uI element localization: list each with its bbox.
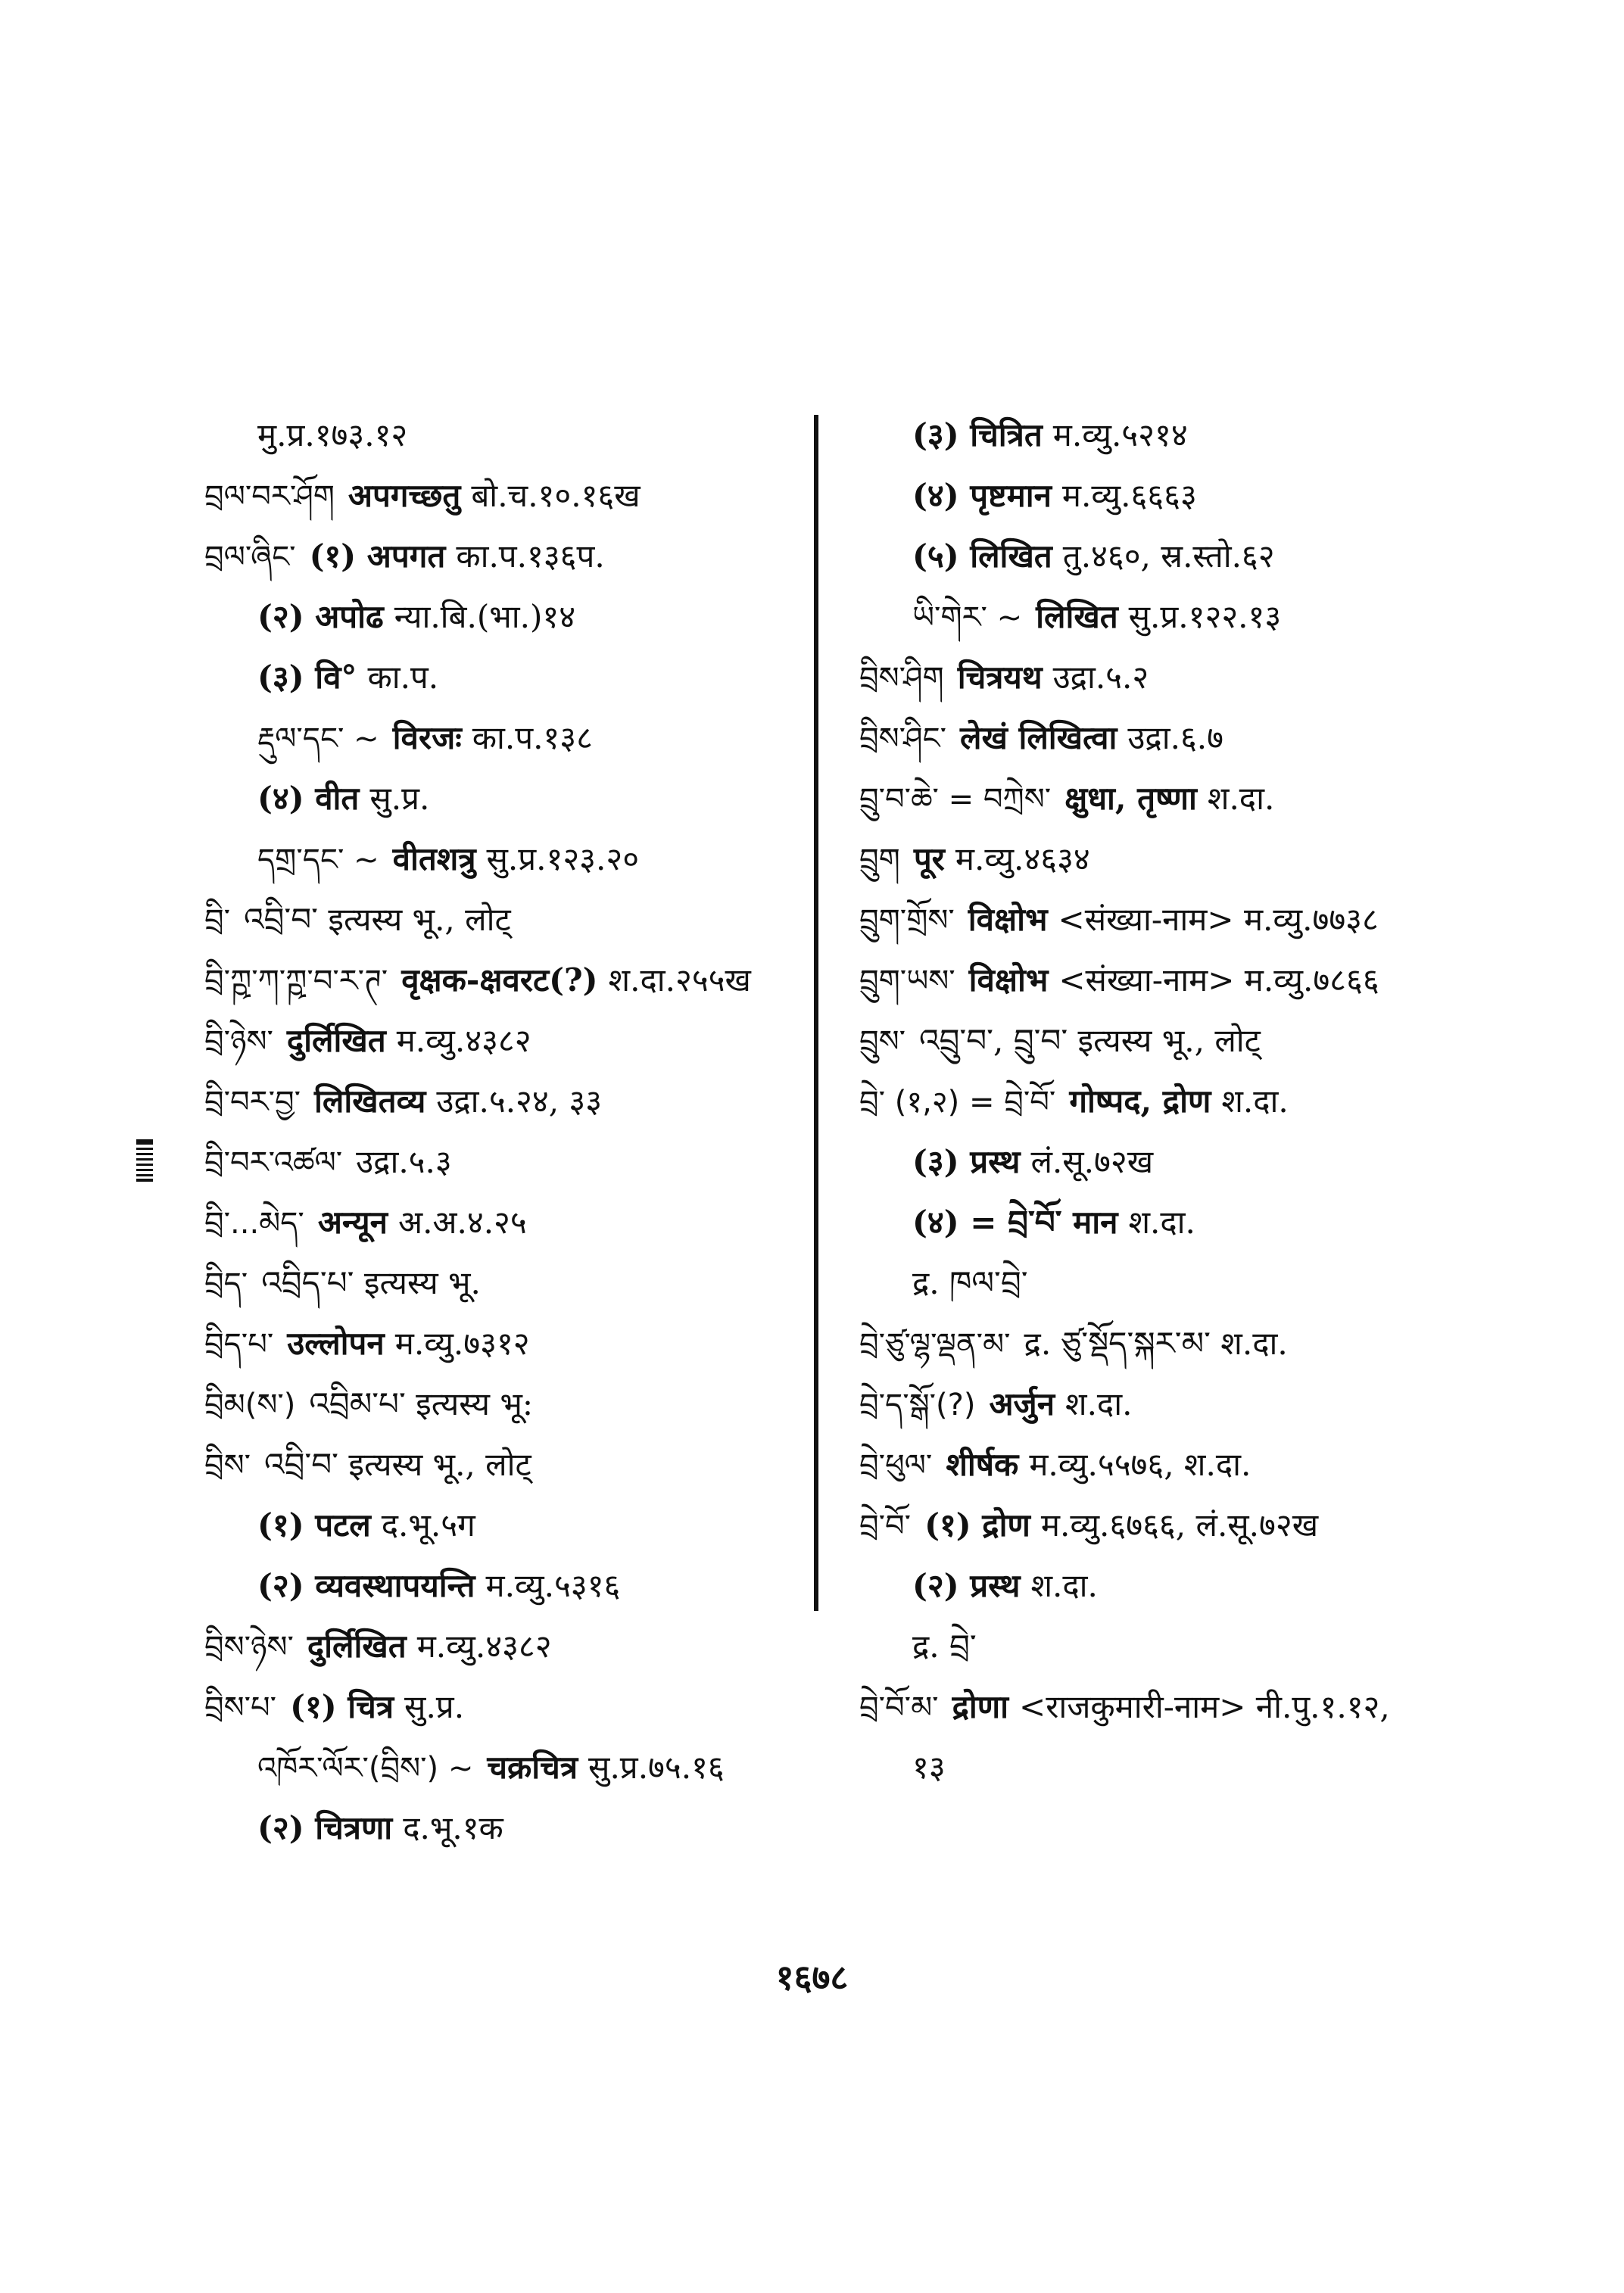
sanskrit-equivalent: विरजः	[392, 719, 462, 756]
sanskrit-equivalent: (४) पृष्टमान	[912, 477, 1052, 514]
reference: द.भू.५ग	[381, 1506, 475, 1544]
sanskrit-equivalent: (५) लिखित	[912, 537, 1052, 575]
sanskrit-equivalent: वीतशत्रु	[392, 840, 476, 877]
dictionary-entry	[859, 1677, 1480, 1737]
tibetan-headword: བྲི་ཀྵ་ཀ་ཀྵ་བ་ར་ཊ་	[204, 964, 388, 999]
dictionary-entry	[204, 708, 810, 768]
sanskrit-equivalent: (२) प्रस्थ	[912, 1567, 1021, 1604]
tibetan-headword: བྲལ་ཞིང་	[204, 540, 296, 575]
tibetan-headword: བྲུས་	[859, 1024, 906, 1059]
dictionary-entry	[859, 829, 1480, 889]
sanskrit-equivalent: (१) चित्र	[290, 1688, 394, 1725]
tibetan-headword: བྲུག་གྲོས་	[859, 903, 955, 938]
tibetan-headword: བྲིས་ཤིག	[859, 661, 944, 696]
tibetan-headword: བྲིས་ཤིང་	[859, 721, 946, 756]
sanskrit-equivalent: द्रोणा	[952, 1688, 1008, 1725]
sanskrit-equivalent: गोष्पद, द्रोण	[1069, 1083, 1211, 1120]
sanskrit-equivalent: उल्लोपन	[287, 1325, 385, 1362]
dictionary-entry	[859, 889, 1480, 950]
reference: म.व्यु.५३१६	[485, 1567, 621, 1604]
sanskrit-equivalent: पूर	[913, 840, 945, 877]
sanskrit-equivalent: अर्जुन	[989, 1385, 1055, 1422]
dictionary-entry	[204, 1071, 810, 1132]
dictionary-entry	[204, 587, 810, 647]
dictionary-entry	[859, 1616, 1480, 1677]
reference: सु.प्र.	[369, 780, 430, 817]
tibetan-headword: བྲེ་བོ་	[859, 1509, 912, 1544]
tibetan-headword: བྲེ་ད་སྒོ་(?)	[859, 1388, 976, 1422]
reference: འབྲིམ་པ་ इत्यस्य भू:	[309, 1385, 534, 1422]
reference: म.व्यु.४३८२	[396, 1022, 531, 1059]
tibetan-headword: བྲེ་ཙུ་ལྷ་ལྡན་མ་	[859, 1327, 1011, 1362]
left-column	[204, 405, 810, 1858]
sanskrit-equivalent: (२) अपोढ	[257, 598, 384, 635]
margin-mark-icon	[136, 1139, 153, 1182]
sanskrit-equivalent: शीर्षक	[946, 1446, 1019, 1483]
tibetan-headword: བྲེ་བོ་མ་	[859, 1690, 939, 1725]
dictionary-entry	[204, 647, 810, 708]
reference: म.व्यु.६७६६, लं.सू.७२ख	[1040, 1506, 1319, 1544]
reference: द्र. ཁལ་བྲེ་	[912, 1264, 1028, 1301]
reference: उद्रा.५.२	[1052, 659, 1149, 696]
column-divider	[814, 415, 818, 1611]
dictionary-entry	[859, 1132, 1480, 1192]
dictionary-entry	[204, 1616, 810, 1677]
sanskrit-equivalent: क्षुधा, तृष्णा	[1064, 780, 1197, 817]
dictionary-entry	[204, 889, 810, 950]
dictionary-entry	[859, 1192, 1480, 1253]
reference: अ.अ.४.२५	[397, 1204, 527, 1241]
reference: सु.प्र.१२२.१३	[1128, 598, 1282, 635]
dictionary-entry	[204, 1737, 810, 1798]
dictionary-entry	[204, 1435, 810, 1495]
reference: श.दा.	[1128, 1204, 1195, 1241]
sanskrit-equivalent: चित्रयथ	[957, 659, 1043, 696]
dictionary-entry	[204, 1677, 810, 1737]
tibetan-headword: བྲིད་པ་	[204, 1327, 274, 1362]
reference: सु.प्र.१२३.२०	[486, 840, 640, 877]
tibetan-headword: བྲུ་བ་ཆེ་ = བཀྲེས་	[859, 782, 1052, 817]
reference: <संख्या-नाम> म.व्यु.७७३८	[1058, 901, 1379, 938]
dictionary-entry	[859, 466, 1480, 526]
dictionary-entry	[204, 1253, 810, 1313]
dictionary-entry	[204, 405, 810, 466]
reference: म.व्यु.७३१२	[394, 1325, 530, 1362]
right-column	[859, 405, 1480, 1798]
sanskrit-equivalent: लिखितव्य	[314, 1083, 426, 1120]
dictionary-entry	[859, 1071, 1480, 1132]
tibetan-headword: བྲལ་བར་ཤོག	[204, 479, 335, 514]
reference: श.दा.	[1221, 1083, 1289, 1120]
dictionary-entry	[859, 647, 1480, 708]
reference: म.व्यु.५५७६, श.दा.	[1029, 1446, 1252, 1483]
tibetan-headword: བྲིས་ཉེས་	[204, 1630, 294, 1665]
reference: म.व्यु.५२१४	[1052, 416, 1188, 453]
reference: द्र. ཙུ་སྡོད་སྐར་མ་ श.दा.	[1024, 1325, 1288, 1362]
tibetan-headword: འཁོར་ལོར་(བྲིས་) ~	[257, 1751, 474, 1786]
dictionary-entry	[859, 1313, 1480, 1374]
sanskrit-equivalent: दुर्लिखित	[307, 1628, 407, 1665]
reference: श.दा.	[1207, 780, 1275, 817]
dictionary-entry	[859, 1253, 1480, 1313]
dictionary-entry	[859, 1435, 1480, 1495]
tibetan-headword: ཡི་གེར་ ~	[912, 600, 1023, 635]
dictionary-entry	[204, 1798, 810, 1858]
dictionary-entry	[859, 1011, 1480, 1071]
reference: श.दा.	[1065, 1385, 1133, 1422]
dictionary-entry	[859, 950, 1480, 1011]
dictionary-entry	[204, 1132, 810, 1192]
dictionary-entry	[204, 950, 810, 1011]
reference: श.दा.२५५ख	[608, 961, 751, 999]
reference: म.व्यु.६६६३	[1061, 477, 1197, 514]
tibetan-headword: བྲི་	[204, 903, 231, 938]
tibetan-headword: བྲི་བར་བྱ་	[204, 1085, 301, 1120]
sanskrit-equivalent: चक्रचित्र	[487, 1749, 578, 1786]
tibetan-headword: བྲིད་	[204, 1266, 248, 1301]
tibetan-headword: བྲེ་ (१,२) = བྲེ་བོ་	[859, 1085, 1056, 1120]
tibetan-headword: བྲི་...མེད་	[204, 1206, 304, 1241]
dictionary-entry	[204, 1495, 810, 1556]
sanskrit-equivalent: विक्षोभ	[968, 901, 1048, 938]
sanskrit-equivalent: (४) वीत	[257, 780, 360, 817]
sanskrit-equivalent: (१) अपगत	[309, 537, 446, 575]
dictionary-entry	[859, 1556, 1480, 1616]
reference: उद्रा.६.७	[1127, 719, 1223, 756]
reference: འབྲིད་པ་ इत्यस्य भू.	[261, 1264, 481, 1301]
dictionary-entry	[204, 1556, 810, 1616]
tibetan-headword: བྲུག	[859, 843, 900, 877]
dictionary-entry	[204, 1192, 810, 1253]
dictionary-entry	[859, 405, 1480, 466]
sanskrit-equivalent: (३) चित्रित	[912, 416, 1043, 453]
tibetan-headword: བྲིམ(ས་)	[204, 1388, 296, 1422]
dictionary-entry	[859, 526, 1480, 587]
reference: འབྲི་བ་ इत्यस्य भू., लोट्	[244, 901, 511, 938]
tibetan-headword: བྲི་བར་འཚལ་	[204, 1145, 343, 1180]
tibetan-headword: བྲི་ཉེས་	[204, 1024, 273, 1059]
tibetan-headword: དགྲ་དང་ ~	[257, 843, 379, 877]
sanskrit-equivalent: (३) प्रस्थ	[912, 1143, 1021, 1180]
sanskrit-equivalent: (१) पटल	[257, 1506, 371, 1544]
reference: सु.प्र.	[404, 1688, 465, 1725]
dictionary-entry	[859, 587, 1480, 647]
dictionary-entry	[859, 1374, 1480, 1435]
dictionary-entry	[859, 768, 1480, 829]
reference: का.प.	[367, 659, 439, 696]
reference: उद्रा.५.२४, ३३	[436, 1083, 603, 1120]
sanskrit-equivalent: लिखित	[1036, 598, 1118, 635]
dictionary-entry	[204, 1374, 810, 1435]
dictionary-entry	[859, 1495, 1480, 1556]
reference: उद्रा.५.३	[356, 1143, 452, 1180]
sanskrit-equivalent: (२) चित्रणा	[257, 1809, 393, 1846]
sanskrit-equivalent: विक्षोभ	[968, 961, 1049, 999]
sanskrit-equivalent: (२) व्यवस्थापयन्ति	[257, 1567, 475, 1604]
reference: म.व्यु.४३८२	[416, 1628, 552, 1665]
reference: <संख्या-नाम> म.व्यु.७८६६	[1058, 961, 1379, 999]
reference: द्र. བྲེ་	[912, 1628, 977, 1665]
reference: श.दा.	[1030, 1567, 1098, 1604]
reference: बो.च.१०.१६ख	[471, 477, 641, 514]
reference: न्या.बि.(भा.)१४	[394, 598, 576, 635]
reference: का.प.१३६प.	[456, 537, 605, 575]
reference: तु.४६०, स्र.स्तो.६२	[1062, 537, 1275, 575]
reference: सु.प्र.७५.१६	[588, 1749, 725, 1786]
sanskrit-equivalent: लेखं लिखित्वा	[960, 719, 1117, 756]
sanskrit-equivalent: अपगच्छतु	[348, 477, 461, 514]
dictionary-entry	[204, 768, 810, 829]
dictionary-entry	[204, 1011, 810, 1071]
reference: मु.प्र.१७३.१२	[257, 416, 408, 453]
page-number: १६७८	[775, 1957, 849, 1998]
tibetan-headword: བྲུག་ཡས་	[859, 964, 955, 999]
sanskrit-equivalent: दुर्लिखित	[286, 1022, 386, 1059]
reference: འབྲུ་བ་, བྲུ་བ་ इत्यस्य भू., लोट्	[919, 1022, 1261, 1059]
reference: <राजकुमारी-नाम> नी.पु.१.१२,	[1019, 1688, 1390, 1725]
reference: འབྲི་བ་ इत्यस्य भू., लोट्	[264, 1446, 531, 1483]
dictionary-entry	[859, 1737, 1480, 1798]
dictionary-entry	[859, 708, 1480, 768]
tibetan-headword: རྡུལ་དང་ ~	[257, 721, 379, 756]
reference: द.भू.१क	[403, 1809, 503, 1846]
reference: का.प.१३८	[472, 719, 593, 756]
dictionary-entry	[204, 1313, 810, 1374]
dictionary-entry	[204, 829, 810, 889]
reference: म.व्यु.४६३४	[955, 840, 1090, 877]
sanskrit-equivalent: अन्यून	[317, 1204, 388, 1241]
dictionary-entry	[204, 526, 810, 587]
sanskrit-equivalent: (३) वि°	[257, 659, 357, 696]
reference: लं.सू.७२ख	[1030, 1143, 1154, 1180]
dictionary-entry	[204, 466, 810, 526]
sanskrit-equivalent: वृक्षक-क्षवरट(?)	[401, 961, 598, 999]
sanskrit-equivalent: (४) = བྲེ་བོ་ मान	[912, 1204, 1118, 1241]
tibetan-headword: བྲིས་པ་	[204, 1690, 277, 1725]
tibetan-headword: བྲེ་ཕུལ་	[859, 1448, 933, 1483]
tibetan-headword: བྲིས་	[204, 1448, 251, 1483]
reference: १३	[912, 1749, 946, 1786]
sanskrit-equivalent: (१) द्रोण	[924, 1506, 1030, 1544]
